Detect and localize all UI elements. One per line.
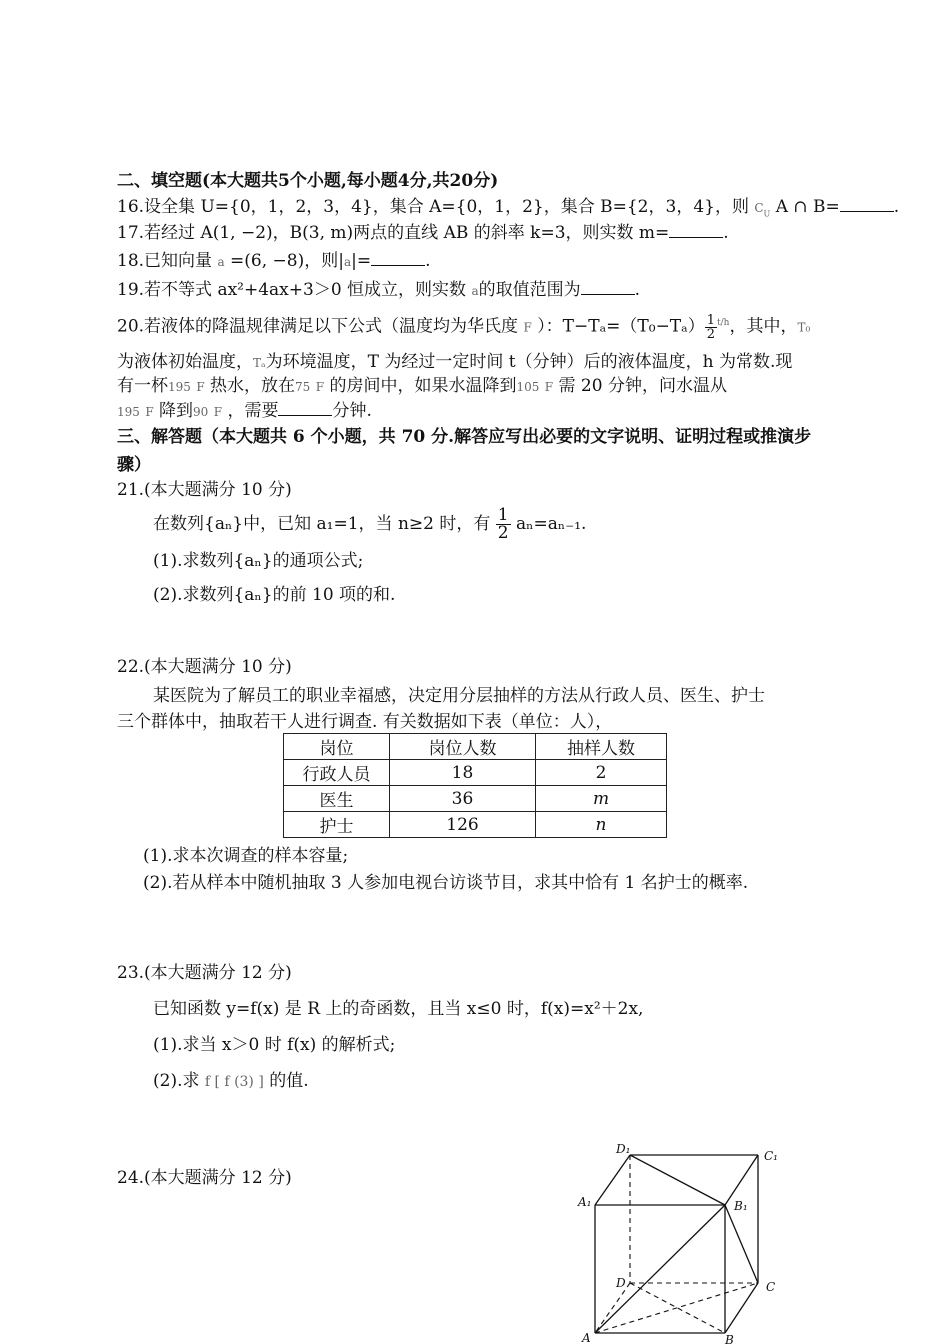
question-16: 16.设全集 U={0，1，2，3，4}，集合 A={0，1，2}，集合 B={2，3，4}，则 $C_U$ A ∩ B= .: [117, 197, 900, 219]
q21-stem: 在数列{aₙ}中，已知 a₁=1，当 n≥2 时，有 $\frac{1}{2}$ aₙ=aₙ₋₁.: [153, 505, 587, 543]
answer-blank-18[interactable]: [371, 249, 425, 266]
question-18: 18.已知向量 a =(6, −8)，则|a|= .: [117, 251, 431, 271]
answer-blank-16[interactable]: [840, 195, 894, 212]
vertex-label-d: D: [616, 1276, 626, 1290]
section3-heading-line2: 骤）: [117, 455, 151, 475]
table-row: [284, 786, 667, 812]
table-cell: 126: [390, 812, 536, 838]
staff-sampling-table: [283, 733, 667, 838]
question-20-line4: 195 F 降到90 F ，需要 分钟.: [117, 401, 372, 421]
q22-part1: (1).求本次调查的样本容量;: [143, 846, 349, 866]
q23-stem: 已知函数 y=f(x) 是 R 上的奇函数，且当 x≤0 时，f(x)=x²＋2x,: [153, 999, 644, 1019]
question-17: 17.若经过 A(1, −2)，B(3, m)两点的直线 AB 的斜率 k=3，则实数 m= .: [117, 223, 729, 243]
q22-part2: (2).若从样本中随机抽取 3 人参加电视台访谈节目，求其中恰有 1 名护士的概率.: [143, 873, 749, 893]
q21-part1: (1).求数列{aₙ}的通项公式;: [153, 551, 364, 571]
table-cell: 2: [536, 760, 667, 786]
table-row: [284, 812, 667, 838]
fraction-one-half: $\frac{1}{2}$: [706, 312, 715, 342]
q22-stem-line2: 三个群体中，抽取若干人进行调查. 有关数据如下表（单位：人），: [117, 712, 613, 732]
table-cell: 行政人员: [284, 760, 390, 786]
table-cell: 护士: [284, 812, 390, 838]
table-header: 岗位人数: [390, 734, 536, 760]
table-cell: 36: [390, 786, 536, 812]
table-cell: 医生: [284, 786, 390, 812]
vertex-label-d1: D₁: [616, 1142, 631, 1156]
q24-title: 24.(本大题满分 12 分): [117, 1168, 292, 1188]
question-20-line3: 有一杯195 F 热水，放在75 F 的房间中，如果水温降到105 F 需 20 分钟，问水温从: [117, 376, 727, 396]
q21-part2: (2).求数列{aₙ}的前 10 项的和.: [153, 585, 396, 605]
q23-part1: (1).求当 x＞0 时 f(x) 的解析式;: [153, 1035, 396, 1055]
q22-stem-line1: 某医院为了解员工的职业幸福感，决定用分层抽样的方法从行政人员、医生、护士: [153, 686, 765, 706]
cube-diagram: [570, 1140, 800, 1344]
question-19: 19.若不等式 ax²+4ax+3＞0 恒成立，则实数 a的取值范围为 .: [117, 280, 641, 300]
vertex-label-a1: A₁: [578, 1195, 592, 1209]
q21-title: 21.(本大题满分 10 分): [117, 480, 292, 500]
table-header-row: [284, 734, 667, 760]
diagonal-d1b1: [630, 1155, 725, 1205]
section3-heading-line1: 三、解答题（本大题共 6 个小题，共 70 分.解答应写出必要的文字说明、证明过程或推演步: [117, 427, 812, 447]
q22-title: 22.(本大题满分 10 分): [117, 657, 292, 677]
hidden-diagonal-ac: [595, 1283, 758, 1333]
edge-d1a1: [595, 1155, 630, 1205]
answer-blank-20[interactable]: [278, 399, 332, 416]
vertex-label-b1: B₁: [734, 1199, 748, 1213]
table-header: 抽样人数: [536, 734, 667, 760]
edge-bc: [725, 1283, 758, 1333]
question-20-line2: 为液体初始温度，Tₐ为环境温度，T 为经过一定时间 t（分钟）后的液体温度，h 为常数.现: [117, 352, 793, 372]
table-cell: n: [536, 812, 667, 838]
vertex-label-a: A: [582, 1331, 591, 1344]
table-header: 岗位: [284, 734, 390, 760]
question-20-line1: 20.若液体的降温规律满足以下公式（温度均为华氏度 F ）：T−Tₐ=（T₀−Tₐ） $\frac{1}{2}$ $^{t/h}$，其中，T₀: [117, 312, 811, 342]
edge-c1b1: [725, 1155, 758, 1205]
diagonal-ab1: [595, 1205, 725, 1333]
hidden-edge-da: [595, 1283, 630, 1333]
answer-blank-19[interactable]: [581, 278, 635, 295]
table-cell: 18: [390, 760, 536, 786]
section2-heading: 二、填空题(本大题共5个小题,每小题4分,共20分): [117, 171, 499, 191]
vertex-label-b: B: [725, 1333, 734, 1344]
vertex-label-c1: C₁: [764, 1149, 778, 1163]
q23-title: 23.(本大题满分 12 分): [117, 963, 292, 983]
answer-blank-17[interactable]: [669, 221, 723, 238]
diagonal-b1c: [725, 1205, 758, 1283]
q23-part2: (2).求 f [ f (3) ] 的值.: [153, 1071, 309, 1091]
fraction-one-half: $\frac{1}{2}$: [497, 505, 509, 543]
vertex-label-c: C: [766, 1280, 776, 1294]
table-row: [284, 760, 667, 786]
table-cell: m: [536, 786, 667, 812]
hidden-diagonal-db: [630, 1283, 725, 1333]
